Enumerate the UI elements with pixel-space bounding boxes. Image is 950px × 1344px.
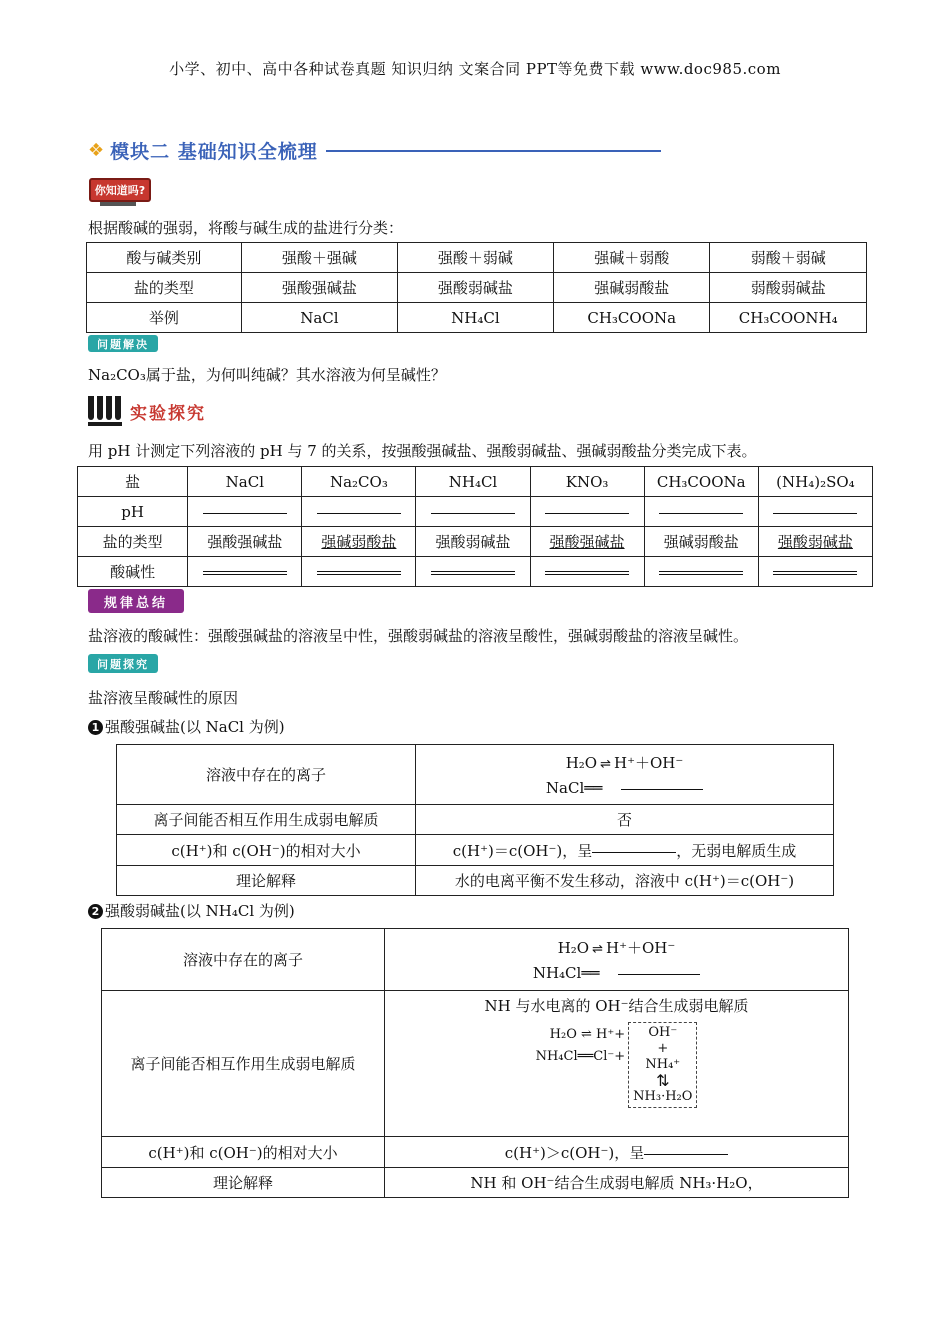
experiment-tag — [88, 395, 206, 427]
salt-name: Na₂CO₃ — [302, 467, 416, 497]
table-cell: NH₄Cl — [397, 303, 553, 333]
case1-r3-value: c(H⁺)＝c(OH⁻)，呈 ，无弱电解质生成 — [416, 835, 834, 866]
acidity-answer-blank[interactable] — [530, 557, 644, 587]
table-cell: 强碱弱酸盐 — [553, 273, 709, 303]
salt-type: 强酸弱碱盐 — [416, 527, 530, 557]
table-cell: 弱酸弱碱盐 — [710, 273, 867, 303]
answer-blank[interactable] — [773, 512, 857, 514]
ph-answer-blank[interactable] — [758, 497, 872, 527]
test-tubes-icon — [88, 396, 122, 426]
answer-blank[interactable] — [621, 788, 703, 790]
table-cell: 弱酸＋弱碱 — [710, 243, 867, 273]
case2-r2-label: 离子间能否相互作用生成弱电解质 — [102, 991, 385, 1137]
case2-r4-value: NH 和 OH⁻结合生成弱电解质 NH₃·H₂O， — [385, 1168, 849, 1198]
ph-answer-blank[interactable] — [188, 497, 302, 527]
answer-blank[interactable] — [545, 512, 629, 514]
salt-name: (NH₄)₂SO₄ — [758, 467, 872, 497]
diamond-icon: ❖ — [88, 139, 105, 161]
equilibrium-arrow-icon: ⇌ — [600, 757, 611, 772]
salt-name: NH₄Cl — [416, 467, 530, 497]
experiment-text: 用 pH 计测定下列溶液的 pH 与 7 的关系，按强酸强碱盐、强酸弱碱盐、强碱弱酸盐分类完成下表。 — [88, 442, 757, 460]
reversible-arrow-icon: ⇅ — [656, 1071, 670, 1090]
table-cell: CH₃COONH₄ — [710, 303, 867, 333]
module-title: 模块二 基础知识全梳理 — [110, 140, 318, 163]
case2-r3-label: c(H⁺)和 c(OH⁻)的相对大小 — [102, 1137, 385, 1168]
case1-r2-value: 否 — [416, 805, 834, 835]
table-row — [87, 273, 867, 303]
answer-blank[interactable] — [659, 512, 743, 514]
ph-answer-blank[interactable] — [530, 497, 644, 527]
answer-blank[interactable] — [644, 1153, 728, 1155]
site-header: 小学、初中、高中各种试卷真题 知识归纳 文案合同 PPT等免费下载 www.doc985.com — [169, 60, 781, 78]
answer-blank[interactable] — [592, 851, 676, 853]
case1-r2-label: 离子间能否相互作用生成弱电解质 — [117, 805, 416, 835]
table-cell: 酸与碱类别 — [87, 243, 242, 273]
salt-type: 强碱弱酸盐 — [302, 527, 416, 557]
reaction-box: OH⁻ + NH₄⁺ ⇅ NH₃·H₂O — [628, 1022, 697, 1108]
rule-text: 盐溶液的酸碱性：强酸强碱盐的溶液呈中性，强酸弱碱盐的溶液呈酸性，强碱弱酸盐的溶液呈碱性。 — [88, 627, 749, 645]
table-cell: 举例 — [87, 303, 242, 333]
ph-answer-blank[interactable] — [302, 497, 416, 527]
table-cell: 强酸弱碱盐 — [397, 273, 553, 303]
answer-blank[interactable] — [431, 512, 515, 514]
case1-ions: H₂O ⇌ H⁺＋OH⁻ NaCl══ — [416, 745, 834, 805]
row-label: pH — [78, 497, 188, 527]
salt-type: 强酸强碱盐 — [530, 527, 644, 557]
table-row — [87, 243, 867, 273]
table-row — [87, 303, 867, 333]
row-label: 盐 — [78, 467, 188, 497]
rule-tag: 规律总结 — [88, 589, 184, 613]
answer-blank[interactable] — [545, 571, 629, 575]
case2-r3-value: c(H⁺)＞c(OH⁻)，呈 — [385, 1137, 849, 1168]
acidity-answer-blank[interactable] — [758, 557, 872, 587]
tag-base — [100, 202, 136, 206]
table-cell: NaCl — [241, 303, 397, 333]
ph-table — [77, 466, 873, 587]
experiment-label: 实验探究 — [130, 403, 206, 424]
case1-table — [116, 744, 834, 896]
case1-r4-value: 水的电离平衡不发生移动，溶液中 c(H⁺)＝c(OH⁻) — [416, 866, 834, 896]
table-cell: 强酸强碱盐 — [241, 273, 397, 303]
equilibrium-arrow-icon: ⇌ — [592, 942, 603, 957]
case1-r3-label: c(H⁺)和 c(OH⁻)的相对大小 — [117, 835, 416, 866]
case2-r2-value: NH 与水电离的 OH⁻结合生成弱电解质 H₂O ⇌ H⁺+ NH₄Cl══Cl⁻+ OH⁻ + NH₄⁺ ⇅ NH₃·H₂O — [385, 991, 849, 1137]
number-badge: 1 — [88, 720, 103, 735]
module-heading — [88, 136, 661, 164]
ph-answer-blank[interactable] — [644, 497, 758, 527]
table-row — [78, 497, 873, 527]
case1-r1-label: 溶液中存在的离子 — [117, 745, 416, 805]
divider — [326, 150, 661, 152]
salt-type: 强酸弱碱盐 — [758, 527, 872, 557]
intro-text: 根据酸碱的强弱，将酸与碱生成的盐进行分类： — [88, 219, 404, 237]
acidity-answer-blank[interactable] — [188, 557, 302, 587]
case2-title: 2 强酸弱碱盐(以 NH₄Cl 为例) — [88, 900, 295, 921]
table-cell: 强碱＋弱酸 — [553, 243, 709, 273]
salt-type: 强酸强碱盐 — [188, 527, 302, 557]
answer-blank[interactable] — [317, 512, 401, 514]
table-row — [78, 527, 873, 557]
table-cell: 强酸＋强碱 — [241, 243, 397, 273]
case2-ions: H₂O ⇌ H⁺＋OH⁻ NH₄Cl══ — [385, 929, 849, 991]
did-you-know-tag: 你知道吗? — [89, 178, 151, 202]
table-row — [78, 467, 873, 497]
inquiry-tag: 问题探究 — [88, 654, 158, 673]
answer-blank[interactable] — [618, 973, 700, 975]
table-cell: 强酸＋弱碱 — [397, 243, 553, 273]
hydrolysis-diagram: H₂O ⇌ H⁺+ NH₄Cl══Cl⁻+ OH⁻ + NH₄⁺ ⇅ NH₃·H₂O — [385, 1022, 848, 1108]
classification-table — [86, 242, 867, 333]
acidity-answer-blank[interactable] — [644, 557, 758, 587]
salt-name: NaCl — [188, 467, 302, 497]
case1-r4-label: 理论解释 — [117, 866, 416, 896]
acidity-answer-blank[interactable] — [302, 557, 416, 587]
salt-name: CH₃COONa — [644, 467, 758, 497]
case2-table — [101, 928, 849, 1198]
table-cell: 盐的类型 — [87, 273, 242, 303]
row-label: 酸碱性 — [78, 557, 188, 587]
question-tag: 问题解决 — [88, 335, 158, 352]
answer-blank[interactable] — [317, 571, 401, 575]
answer-blank[interactable] — [203, 571, 287, 575]
salt-name: KNO₃ — [530, 467, 644, 497]
row-label: 盐的类型 — [78, 527, 188, 557]
ph-answer-blank[interactable] — [416, 497, 530, 527]
acidity-answer-blank[interactable] — [416, 557, 530, 587]
salt-type: 强碱弱酸盐 — [644, 527, 758, 557]
answer-blank[interactable] — [203, 512, 287, 514]
case1-title: 1 强酸强碱盐(以 NaCl 为例) — [88, 716, 285, 737]
question-text: Na₂CO₃属于盐，为何叫纯碱？其水溶液为何呈碱性？ — [88, 366, 446, 384]
answer-blank[interactable] — [431, 571, 515, 575]
number-badge: 2 — [88, 904, 103, 919]
case2-r1-label: 溶液中存在的离子 — [102, 929, 385, 991]
inquiry-title: 盐溶液呈酸碱性的原因 — [88, 689, 239, 707]
answer-blank[interactable] — [773, 571, 857, 575]
case2-r4-label: 理论解释 — [102, 1168, 385, 1198]
answer-blank[interactable] — [659, 571, 743, 575]
table-row — [78, 557, 873, 587]
table-cell: CH₃COONa — [553, 303, 709, 333]
